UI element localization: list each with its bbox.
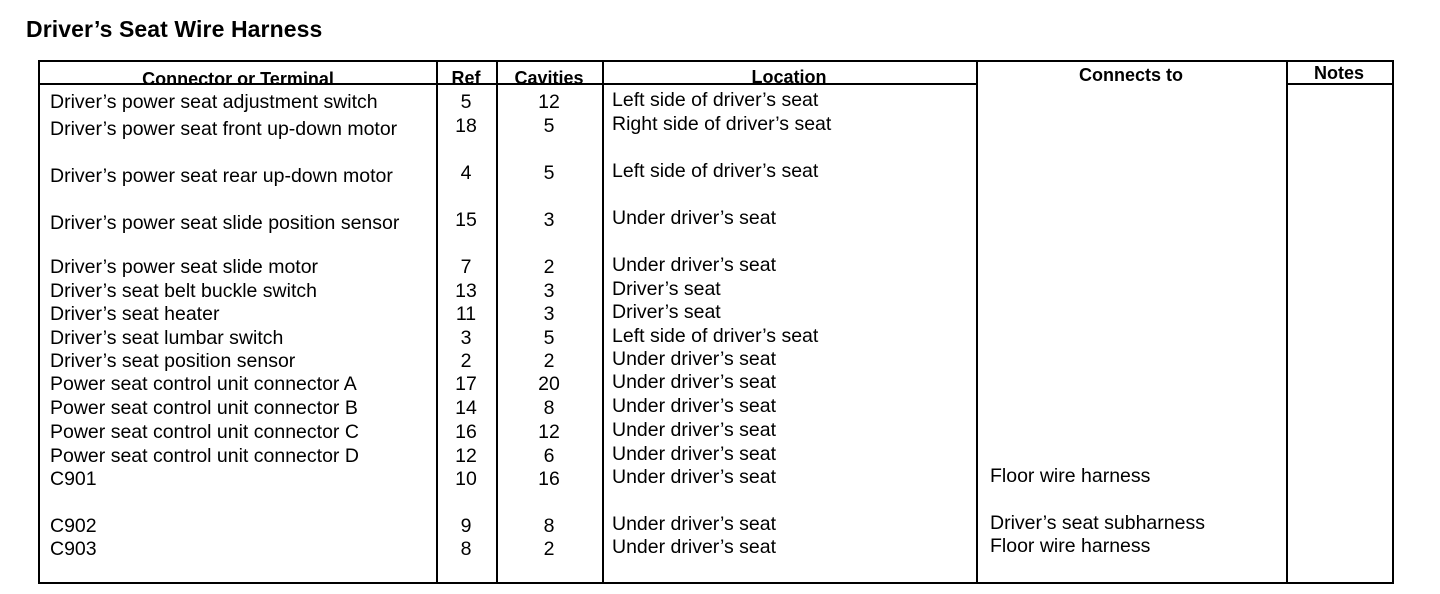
cell-location: Right side of driver’s seat — [612, 113, 832, 135]
cell-location: Under driver’s seat — [612, 513, 777, 535]
cell-connects-to: Floor wire harness — [990, 535, 1151, 557]
header-notes: Notes — [1313, 63, 1364, 83]
cell-location: Under driver’s seat — [612, 254, 777, 276]
cell-cavities: 5 — [543, 327, 555, 349]
header-connects-to: Connects to — [1078, 65, 1183, 85]
cell-ref: 4 — [460, 162, 472, 184]
cell-connector: Driver’s power seat front up-down motor — [50, 118, 398, 140]
cell-location: Driver’s seat — [612, 278, 721, 300]
cell-connector: Driver’s power seat slide position sensor — [50, 212, 400, 234]
cell-location: Left side of driver’s seat — [612, 325, 819, 347]
cell-connector: Power seat control unit connector A — [50, 373, 357, 395]
cell-cavities: 3 — [543, 280, 555, 302]
column-divider — [976, 62, 978, 582]
cell-location: Left side of driver’s seat — [612, 89, 819, 111]
cell-connector: C901 — [50, 468, 97, 490]
cell-location: Under driver’s seat — [612, 348, 777, 370]
cell-cavities: 16 — [538, 468, 560, 490]
cell-connector: Driver’s seat heater — [50, 303, 220, 325]
cell-ref: 9 — [460, 515, 472, 537]
cell-ref: 10 — [455, 468, 477, 490]
cell-connector: Power seat control unit connector B — [50, 397, 358, 419]
cell-ref: 5 — [460, 91, 472, 113]
cell-connector: Driver’s power seat rear up-down motor — [50, 165, 393, 187]
cell-connector: Power seat control unit connector D — [50, 445, 359, 467]
cell-cavities: 2 — [543, 350, 555, 372]
cell-connector: C902 — [50, 515, 97, 537]
header-ref: Ref — [451, 68, 481, 88]
header-location: Location — [751, 67, 827, 87]
cell-ref: 14 — [455, 397, 477, 419]
cell-connector: Driver’s power seat slide motor — [50, 256, 319, 278]
cell-cavities: 8 — [543, 515, 555, 537]
cell-cavities: 8 — [543, 397, 555, 419]
cell-connector: C903 — [50, 538, 97, 560]
cell-ref: 7 — [460, 256, 472, 278]
cell-connector: Driver’s seat belt buckle switch — [50, 280, 317, 302]
cell-cavities: 3 — [543, 209, 555, 231]
cell-ref: 11 — [455, 303, 477, 325]
cell-ref: 15 — [455, 209, 477, 231]
cell-location: Under driver’s seat — [612, 207, 777, 229]
cell-cavities: 2 — [543, 256, 555, 278]
cell-ref: 17 — [455, 373, 477, 395]
cell-ref: 12 — [455, 445, 477, 467]
cell-ref: 2 — [460, 350, 472, 372]
cell-connector: Driver’s power seat adjustment switch — [50, 91, 378, 113]
cell-ref: 13 — [455, 280, 477, 302]
header-cavities: Cavities — [514, 68, 584, 88]
cell-connects-to: Driver’s seat subharness — [990, 512, 1205, 534]
cell-location: Under driver’s seat — [612, 536, 777, 558]
cell-cavities: 5 — [543, 162, 555, 184]
harness-table — [38, 60, 1394, 584]
cell-cavities: 5 — [543, 115, 555, 137]
cell-ref: 16 — [455, 421, 477, 443]
cell-connector: Driver’s seat position sensor — [50, 350, 296, 372]
cell-cavities: 12 — [538, 421, 560, 443]
cell-location: Under driver’s seat — [612, 443, 777, 465]
cell-location: Under driver’s seat — [612, 371, 777, 393]
cell-location: Left side of driver’s seat — [612, 160, 819, 182]
cell-location: Under driver’s seat — [612, 395, 777, 417]
header-connector: Connector or Terminal — [142, 69, 334, 89]
cell-location: Under driver’s seat — [612, 466, 777, 488]
column-divider — [1286, 62, 1288, 582]
column-divider — [602, 62, 604, 582]
cell-cavities: 6 — [543, 445, 555, 467]
document-title: Driver’s Seat Wire Harness — [26, 16, 323, 42]
cell-connects-to: Floor wire harness — [990, 465, 1151, 487]
cell-cavities: 12 — [538, 91, 560, 113]
cell-ref: 18 — [455, 115, 477, 137]
cell-ref: 3 — [460, 327, 472, 349]
cell-ref: 8 — [460, 538, 472, 560]
cell-cavities: 3 — [543, 303, 555, 325]
cell-location: Driver’s seat — [612, 301, 721, 323]
cell-cavities: 20 — [538, 373, 560, 395]
cell-location: Under driver’s seat — [612, 419, 777, 441]
cell-connector: Power seat control unit connector C — [50, 421, 359, 443]
cell-connector: Driver’s seat lumbar switch — [50, 327, 284, 349]
header-divider — [1287, 83, 1392, 85]
cell-cavities: 2 — [543, 538, 555, 560]
